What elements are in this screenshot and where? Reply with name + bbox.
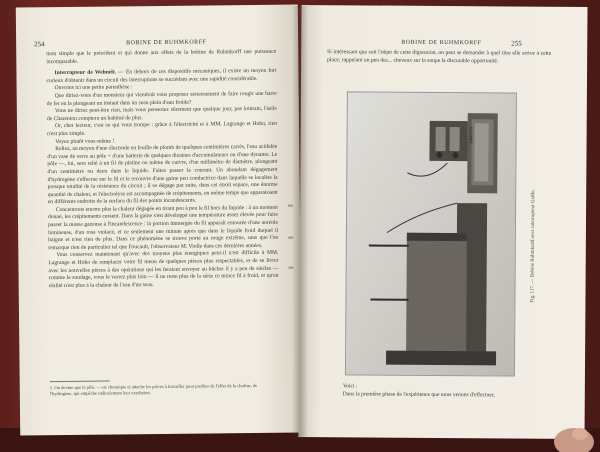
paragraph: Or, cher lecteur, c'est ce qui vous trompe : grâce à l'électricité et à MM. Lagrange et Hoho, rien n'est plus simple. — [47, 121, 278, 138]
figure-label: ROUMPF — [468, 127, 474, 144]
book-gutter — [292, 6, 308, 438]
after-text-2: Dans la première phase de l'expérience que nous venons d'effectuer, — [342, 391, 495, 399]
paragraph: Concentrons encore plus la chaleur dégagée en tirant peu à peu le fil hors du liquide : à un moment donné, les crépitements cessent. Dans la gaine s'est développé une température assez élevée pour faire passer la masse gazeuse à l'incandescence : la portion immergée du fil apparaît entourée d'une auréole lumineuse, d'un rose violacé, et ce seulement une minute après que dans le liquide froid duquel il baigne et n'est rien de plus. Dans ce phénomène se trouve porté au rouge extrême, sans que l'on remarque rien de particulier tel que Foucault, l'observateur M. Violle dans ces dernières années. — [47, 204, 279, 252]
opening-line: mon simple que le précédent et qui donne aux effets de la bobine de Ruhmkorff une puissance incomparable. — [46, 48, 277, 65]
paragraph: Voyez plutôt vous-même ! — [55, 137, 115, 145]
right-running-header: BOBINE DE RUHMKORFF — [401, 39, 482, 47]
section-title: Interrupteur de Wehnelt. — [54, 69, 117, 77]
footnote: 1. On devine que le pôle — est chronique et attache les pièces à travailler pour profiter de l'effet de la chaleur, de l'hydrogène, qui empêche radicalement leur oxydation. — [49, 382, 258, 397]
after-text-1: Voici : — [342, 383, 358, 390]
apparatus-illustration — [346, 92, 516, 375]
right-intro-text: Si intéressant que soit l'objet de cette digression, on peut se demander à quel titre elle arrive à cette place, rappelant un peu des... cheveux sur la soupe la discutable opportunité. — [327, 49, 552, 64]
paragraph: Vous ne diriez peut-être rien, mais vous penseriez sûrement que quelque jour, pas lointain, l'asile de Charenton comptera un habitué de plus. — [46, 105, 277, 122]
paragraph: Que diriez-vous d'un monsieur qui viendrait vous proposer sérieusement de faire rougir une barre de fer en la plongeant un instant dans un seau plein d'eau froide? — [46, 90, 277, 107]
paragraph: Ouvrons ici une petite parenthèse : — [54, 84, 133, 92]
paragraph: Reliez, au moyen d'une électrode en feuille de plomb de quelques centimètres carrés, l'eau acidulée d'un vase de verre au pôle + d'une batterie de quelques dizaines d'accumulateurs ou d'une dynamo. Le pôle —, lui, sera relié à un fil de platine ou même de cuivre, d'un millimètre de diamètre, plongeant d'un centimètre ou deux dans le liquide. Faites passer le courant. Un abondant dégagement d'hydrogène s'effectue sur le fil et le recouvre d'une gaine peu conductrice dans laquelle se localise la presque totalité de la résistance du circuit ; il se dégage par suite, dans cet étroit espace, une énorme quantité de chaleur, et l'électrolyse est accompagnée de crépitements, en même temps que apparaissent en différents endroits de la surface du fil des points incandescents. — [47, 143, 278, 206]
figure-caption: Fig. 117. — Bobine Ruhmkorff avec interrupteur Gaiffe. — [530, 189, 537, 303]
right-page — [298, 5, 587, 439]
left-page — [16, 5, 302, 436]
left-body-text — [46, 49, 278, 291]
right-page-number: 255 — [511, 39, 522, 48]
footnote-rule — [50, 381, 110, 383]
section-intro: — En dehors de ces dispositifs mécaniques, il existe un moyen fort curieux d'obtenir dans un circuit des interruptions se succédant avec une rapidité considérable. — [46, 67, 277, 84]
hand — [548, 420, 600, 452]
paragraph: Vous conservez maintenant qu'avec des moyens plus énergiques peut-il n'est difficile à MM. Lagrange et Hoho de remplacer votre fil menu de quelques pièces plus respectables, et de se livrer avec les nouvelles pièces à des opérations qui les feraient envoyer au bûcher il y a peu de siècles — comme le soudage, vous le verrez plus loin — il ne reste plus de la série ce mince fil à froid, et qu'en réalité n'est plus à la chaleur de l'eau d'un seau. — [48, 250, 279, 289]
left-running-header: BOBINE DE RUHMKORFF — [126, 39, 207, 47]
figure-apparatus — [345, 91, 517, 376]
left-page-number: 254 — [34, 40, 45, 49]
